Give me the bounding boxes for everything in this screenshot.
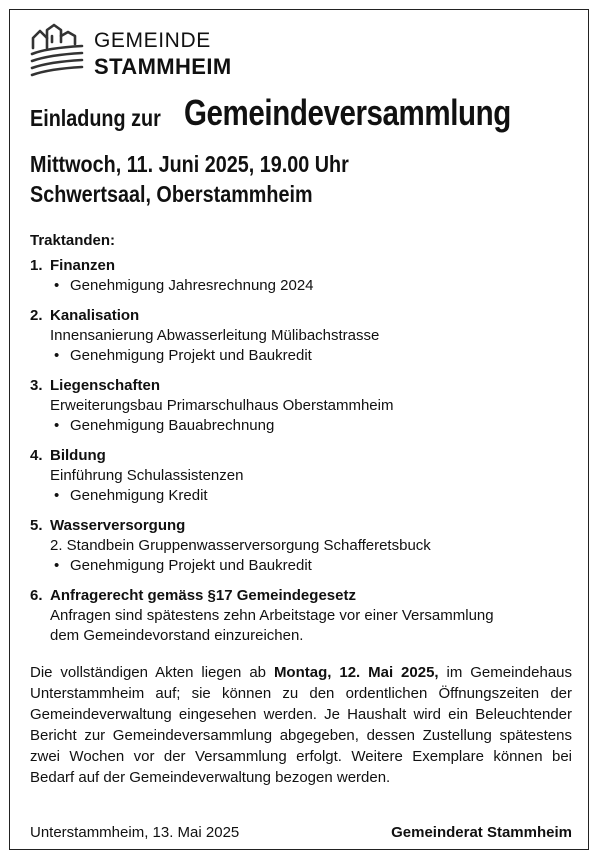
agenda-item-title: Wasserversorgung (50, 517, 186, 534)
agenda-item-text: Anfragen sind spätestens zehn Arbeitstage vor einer Versammlung (50, 607, 494, 624)
place-date: Unterstammheim, 13. Mai 2025 (30, 824, 240, 841)
event-date-time: Mittwoch, 11. Juni 2025, 19.00 Uhr (30, 151, 349, 177)
event-location: Schwertsaal, Oberstammheim (30, 181, 313, 207)
agenda-heading: Traktanden: (30, 232, 116, 249)
agenda-item-title: Liegenschaften (50, 377, 161, 394)
agenda-item-number: 2. (30, 307, 43, 324)
agenda-item-number: 4. (30, 447, 43, 464)
agenda-item-text: Innensanierung Abwasserleitung Mülibachstrasse (50, 327, 380, 344)
agenda-item-text: Erweiterungsbau Primarschulhaus Oberstammheim (50, 397, 394, 414)
notice-date: Montag, 12. Mai 2025, (273, 664, 439, 681)
agenda-item-bullet: Genehmigung Projekt und Baukredit (70, 347, 312, 364)
agenda-item-text: dem Gemeindevorstand einzureichen. (50, 627, 304, 644)
agenda-item (30, 516, 575, 576)
agenda-item-number: 1. (30, 257, 43, 274)
notice-text: Die vollständigen Akten liegen ab (30, 664, 274, 681)
title-main: Gemeindeversammlung (184, 92, 511, 133)
agenda-item-bullet: Genehmigung Kredit (70, 487, 208, 504)
page-title (30, 92, 575, 138)
bullet-icon: • (54, 277, 60, 294)
brand-line1: GEMEINDE (94, 29, 211, 52)
notice-text: im Gemeindehaus Unterstammheim auf; sie können zu den ordentlichen Öffnungszeiten der Gemeindeverwaltung eingesehen werden. Je Haushalt wird ein Beleuchtender Bericht zur Gemeindeversammlung abgegeben, dessen Zustellung spätestens zwei Wochen vor der Versammlung erfolgt. Weitere Exemplare können bei Bedarf auf der Gemeindeverwaltung bezogen werden. (30, 664, 572, 786)
agenda-item-text: 2. Standbein Gruppenwasserversorgung Schafferetsbuck (50, 537, 431, 554)
notice-paragraph (30, 662, 572, 788)
agenda-item (30, 256, 575, 296)
bullet-icon: • (54, 487, 60, 504)
agenda-item-title: Finanzen (50, 257, 116, 274)
bullet-icon: • (54, 417, 60, 434)
agenda-item-bullet: Genehmigung Projekt und Baukredit (70, 557, 312, 574)
agenda-item-number: 6. (30, 587, 43, 604)
agenda-item-title: Bildung (50, 447, 106, 464)
bullet-icon: • (54, 347, 60, 364)
signature: Gemeinderat Stammheim (391, 824, 572, 841)
village-hill-icon (30, 22, 84, 78)
agenda-item-title: Kanalisation (50, 307, 140, 324)
agenda-item-number: 5. (30, 517, 43, 534)
bullet-icon: • (54, 557, 60, 574)
agenda-item-bullet: Genehmigung Jahresrechnung 2024 (70, 277, 314, 294)
agenda-item-bullet: Genehmigung Bauabrechnung (70, 417, 275, 434)
agenda-item (30, 376, 575, 436)
brand-line2: STAMMHEIM (94, 54, 232, 79)
agenda-item (30, 586, 575, 646)
agenda-item (30, 446, 575, 506)
agenda-item (30, 306, 575, 366)
agenda-list (30, 256, 575, 656)
agenda-item-text: Einführung Schulassistenzen (50, 467, 244, 484)
title-prefix: Einladung zur (30, 105, 161, 131)
agenda-item-number: 3. (30, 377, 43, 394)
agenda-item-title: Anfragerecht gemäss §17 Gemeindegesetz (50, 587, 356, 604)
